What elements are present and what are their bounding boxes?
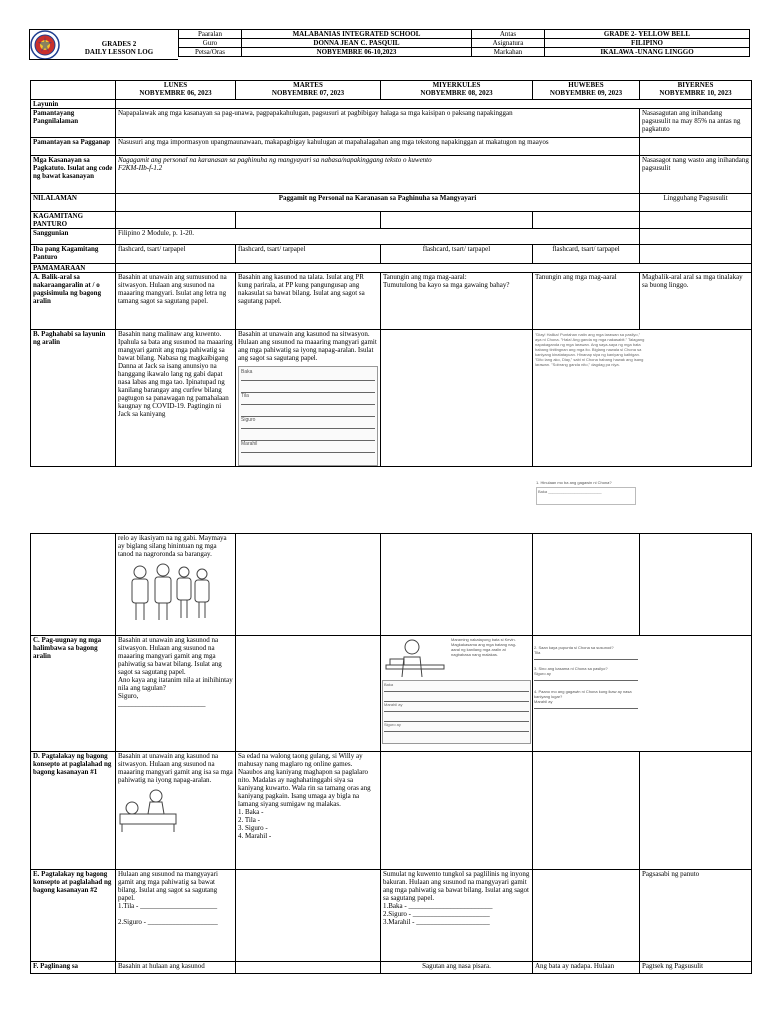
motivation-monday-cont-text: relo ay ikasiyam na ng gabi. Maymaya ay biglang silang hinintuan ng mga tanod na nagroronda sa barangay. xyxy=(118,534,227,558)
label-date: Petsa/Oras xyxy=(179,48,242,57)
lesson-table-page-2 xyxy=(30,533,752,974)
discussion-2-wednesday: Sumulat ng kuwento tungkol sa paglilinis ng inyong bakuran. Hulaan ang susunod na mangyayari gamit ang mga pahiwatig sa bawat bilang. Isulat ang sagot sa sagutang papel. 1.Baka - ________________________ 2.Siguro - ______________________ 3.Marahil - _____________________ xyxy=(381,870,533,962)
story-image: "Diay! Halika! Puntahan natin ang mga larawan sa pasilyo," aya ni Chona. "Hala! Ang ganda ng mga nakasabit." Talagang napakaganda ng mga larawan. Ang saya-saya ng mga bata habang tinitingnan ang mga ito. Biglang nawala si Chona sa kaniyang kinatatayuan. Hinanap siya ng kaniyang kaibigan. "Dito lang ako, Diay," sabi ni Chona habang hawak ang isang larawan. "Sobrang ganda nito," dagdag pa niya. xyxy=(535,332,645,367)
review-monday: Basahin at unawain ang sumusunod na sitwasyon. Hulaan ang susunod na maaaring mangyari. Isulat ang letra ng tamang sagot sa sagutang papel. xyxy=(116,273,236,330)
motivation-monday-cont xyxy=(116,534,236,636)
label-subject: Asignatura xyxy=(472,39,545,48)
date-value: NOBYEMBRE 06-10,2023 xyxy=(242,48,472,57)
motivation-tuesday xyxy=(236,330,381,467)
label-references: Sanggunian xyxy=(31,229,116,245)
label-grade: Antas xyxy=(472,30,545,39)
form-line-marahil: Marahil xyxy=(241,441,375,453)
label-school: Paaralan xyxy=(179,30,242,39)
subject-value: FILIPINO xyxy=(545,39,750,48)
motivation-thursday xyxy=(533,330,752,467)
review-tuesday: Basahin ang kasunod na talata. Isulat ang PR kung pariralа, at PP kung pangungusap ang nakasulat sa bawat bilang. Isulat ang sagot sa sagutang papel. xyxy=(236,273,381,330)
label-teacher: Guro xyxy=(179,39,242,48)
worksheet-form xyxy=(238,366,378,466)
tanod-illustration-icon xyxy=(118,560,218,622)
grade-value: GRADE 2- YELLOW BELL xyxy=(545,30,750,39)
mastery-thursday: Ang bata ay nadapa. Hulaan xyxy=(533,962,640,974)
label-review: A. Balik-aral sa nakaraangaralin at / o pagsisimula ng bagong aralin xyxy=(31,273,116,330)
review-friday: Magbalik-aral aral sa mga tinalakay sa buong linggo. xyxy=(640,273,752,330)
content-text: Paggamit ng Personal na Karanasan sa Paghinuha sa Mangyayari xyxy=(116,194,640,212)
motivation-tuesday-text: Basahin at unawain ang kasunod na sitwasyon. Hulaan ang susunod na maaaring mangyari gamit ang mga pahiwatig sa iyong napag-aralan. Isulat ang sagot sa sagutang papel. xyxy=(238,330,377,362)
examples-monday: Basahin at unawain ang kasunod na sitwasyon. Hulaan ang susunod na maaaring mangyari gamit ang mga pahiwatig sa bawat bilang. Isulat ang sagot sa sagutang papel. Ano kaya ang itatanim nila at inihihintay nila ang tagulan? Siguro, _________________________ xyxy=(116,636,236,752)
label-materials: KAGAMITANG PANTURO xyxy=(31,212,116,229)
day-wednesday: MIYERKULES NOBYEMBRE 08, 2023 xyxy=(381,81,533,100)
examples-wednesday-caption: Maraming nakatayong bata si Kevin. Magkakasama ang mga batang nag-aaral ng kanilang mga aralin at nagbabasa nang malakas. xyxy=(451,637,517,657)
materials-tuesday: flashcard, tsart/ tarpapel xyxy=(236,245,381,264)
label-examples: C. Pag-uugnay ng mga halimbawa sa bagong aralin xyxy=(31,636,116,752)
discussion-1-tuesday: Sa edad na walong taong gulang, si Willy ay mahusay nang maglaro ng online games. Naaubos ang kaniyang maghapon sa paglalaro nito. Madalas ay naghahatinggabi siya sa kaniyang kuwarto. Wala rin sa tamang oras ang kaniyang pagkain. Isang umaga ay bigla na lamang siyang sumigaw ng malakas. 1. Baka - 2. Tila - 3. Siguro - 4. Marahil - xyxy=(236,752,381,870)
motivation-monday-text: Basahin nang malinaw ang kuwento. Ipahula sa bata ang susunod na maaaring mangyari gamit ang mga pahiwatig sa bawat bilang. Nabasa ng magkaibigang Danna at Jack sa isang anunsiyo na hanggang ikawalo lang ng gabi dapat nasa labas ang mga tao. Ipinatupad ng kanilang barangay ang curfew bilang pagtugon sa panawagan ng pamahalaan kaugnay ng COVID-19. Pagtingin ni Jack sa kaniyang xyxy=(118,330,233,418)
label-motivation: B. Paghahabi sa layunin ng aralin xyxy=(31,330,116,467)
discussion-2-monday: Hulaan ang susunod na mangyayari gamit ang mga pahiwatig sa bawat bilang. Isulat ang sagot sa sagutang papel. 1.Tila - ______________________ 2.Siguro - ____________________ xyxy=(116,870,236,962)
review-wednesday: Tanungin ang mga mag-aaral: Tumutulong ba kayo sa mga gawaing bahay? xyxy=(381,273,533,330)
label-discussion-2: E. Pagtalakay ng bagong konsepto at paglalahad ng bagong kasanayan #2 xyxy=(31,870,116,962)
label-performance-standard: Pamantayan sa Pagganap xyxy=(31,138,116,156)
mastery-monday: Basahin at hulaan ang kasunod xyxy=(116,962,236,974)
day-tuesday: MARTES NOBYEMBRE 07, 2023 xyxy=(236,81,381,100)
examples-wednesday-form: Baka Marahil ay Siguro ay xyxy=(382,680,531,744)
label-layunin: Layunin xyxy=(31,100,116,109)
sick-child-icon xyxy=(118,788,178,834)
discussion-2-friday: Pagsasabi ng panuto xyxy=(640,870,752,962)
materials-monday: flashcard, tsart/ tarpapel xyxy=(116,245,236,264)
day-friday: BIYERNES NOBYEMBRE 10, 2023 xyxy=(640,81,752,100)
label-content-standard: Pamantayang Pangnilalaman xyxy=(31,109,116,138)
label-other-materials: Iba pang Kagamitang Panturo xyxy=(31,245,116,264)
mastery-friday: Pagtsek ng Pagsusulit xyxy=(640,962,752,974)
label-discussion-1: D. Pagtalakay ng bagong konsepto at paglalahad ng bagong kasanayan #1 xyxy=(31,752,116,870)
label-quarter: Markahan xyxy=(472,48,545,57)
materials-wednesday: flashcard, tsart/ tarpapel xyxy=(381,245,533,264)
content-standard-text: Napapalawak ang mga kasanayan sa pag-unawa, pagpapakahulugan, pagsusuri at pagbibigay halaga sa mga kaisipan o paksang napakinggan xyxy=(116,109,640,138)
label-content: NILALAMAN xyxy=(31,194,116,212)
log-title: DAILY LESSON LOG xyxy=(84,48,154,56)
competencies-text: Nagagamit ang personal na karanasan sa paghinuha ng mangyayari sa nabasa/napakinggang teksto o kuwento F2KM-IIb-f-1.2 xyxy=(116,156,640,194)
lesson-table-page-1 xyxy=(30,80,752,467)
school-name: MALABANIAS INTEGRATED SCHOOL xyxy=(242,30,472,39)
form-line-siguro: Siguro xyxy=(241,417,375,429)
examples-thursday: 2. Saan kaya pupunta si Chona sa susunod? Tila 3. Sino ang kasama ni Chona sa pasilyo? Siguro ay 4. Paano mo ang gagawin ni Chona kung ikaw ay nasa kaniyang lugar? Marahil ay xyxy=(533,636,752,752)
label-mastery: F. Paglinang sa xyxy=(31,962,116,974)
quarter-value: IKALAWA -UNANG LINGGO xyxy=(545,48,750,57)
header-frame xyxy=(29,29,178,60)
days-header-row xyxy=(31,81,752,100)
header-table xyxy=(178,29,750,57)
performance-standard-text: Nasusuri ang mga impormasyon upangmaunawaan, makapagbigay kahulugan at mapahalagahan ang mga tekstong napakinggan at makatugon ng maayos xyxy=(116,138,640,156)
story-question: 1. Hinulaan mo ba ang gagawin ni Chona? xyxy=(536,480,612,485)
day-monday: LUNES NOBYEMBRE 06, 2023 xyxy=(116,81,236,100)
content-friday: Lingguhang Pagsusulit xyxy=(640,194,752,212)
examples-wednesday xyxy=(381,636,533,752)
day-thursday: HUWEBES NOBYEMBRE 09, 2023 xyxy=(533,81,640,100)
materials-thursday: flashcard, tsart/ tarpapel xyxy=(533,245,640,264)
boy-studying-icon xyxy=(382,637,448,677)
discussion-1-monday: Basahin at unawain ang kasunod na sitwasyon. Hulaan ang susunod na maaaring mangyari gamit ang isa sa mga pahiwatig na iyong napag-aralan. xyxy=(116,752,236,870)
story-answer-box: Baka ________________________ xyxy=(536,487,636,505)
corner-cell xyxy=(31,81,116,100)
grade-title: GRADES 2 xyxy=(101,40,137,48)
label-competencies: Mga Kasanayan sa Pagkatuto. Isulat ang code ng bawat kasanayan xyxy=(31,156,116,194)
teacher-name: DONNA JEAN C. PASQUIL xyxy=(242,39,472,48)
form-line-baka: Baka xyxy=(241,369,375,381)
review-thursday: Tanungin ang mga mag-aaral xyxy=(533,273,640,330)
form-line-tila: Tila xyxy=(241,393,375,405)
mastery-wednesday: Sagutan ang nasa pisara. xyxy=(381,962,533,974)
motivation-monday xyxy=(116,330,236,467)
competencies-friday: Nasasagot nang wasto ang inihandang pagsusulit xyxy=(640,156,752,194)
references-text: Filipino 2 Module, p. 1-20. xyxy=(116,229,640,245)
content-standard-friday: Nasasagutan ang inihandang pagsusulit na may 85% na antas ng pagkatuto xyxy=(640,109,752,138)
label-procedure: PAMAMARAAN xyxy=(31,264,116,273)
story-question-block xyxy=(536,480,636,505)
